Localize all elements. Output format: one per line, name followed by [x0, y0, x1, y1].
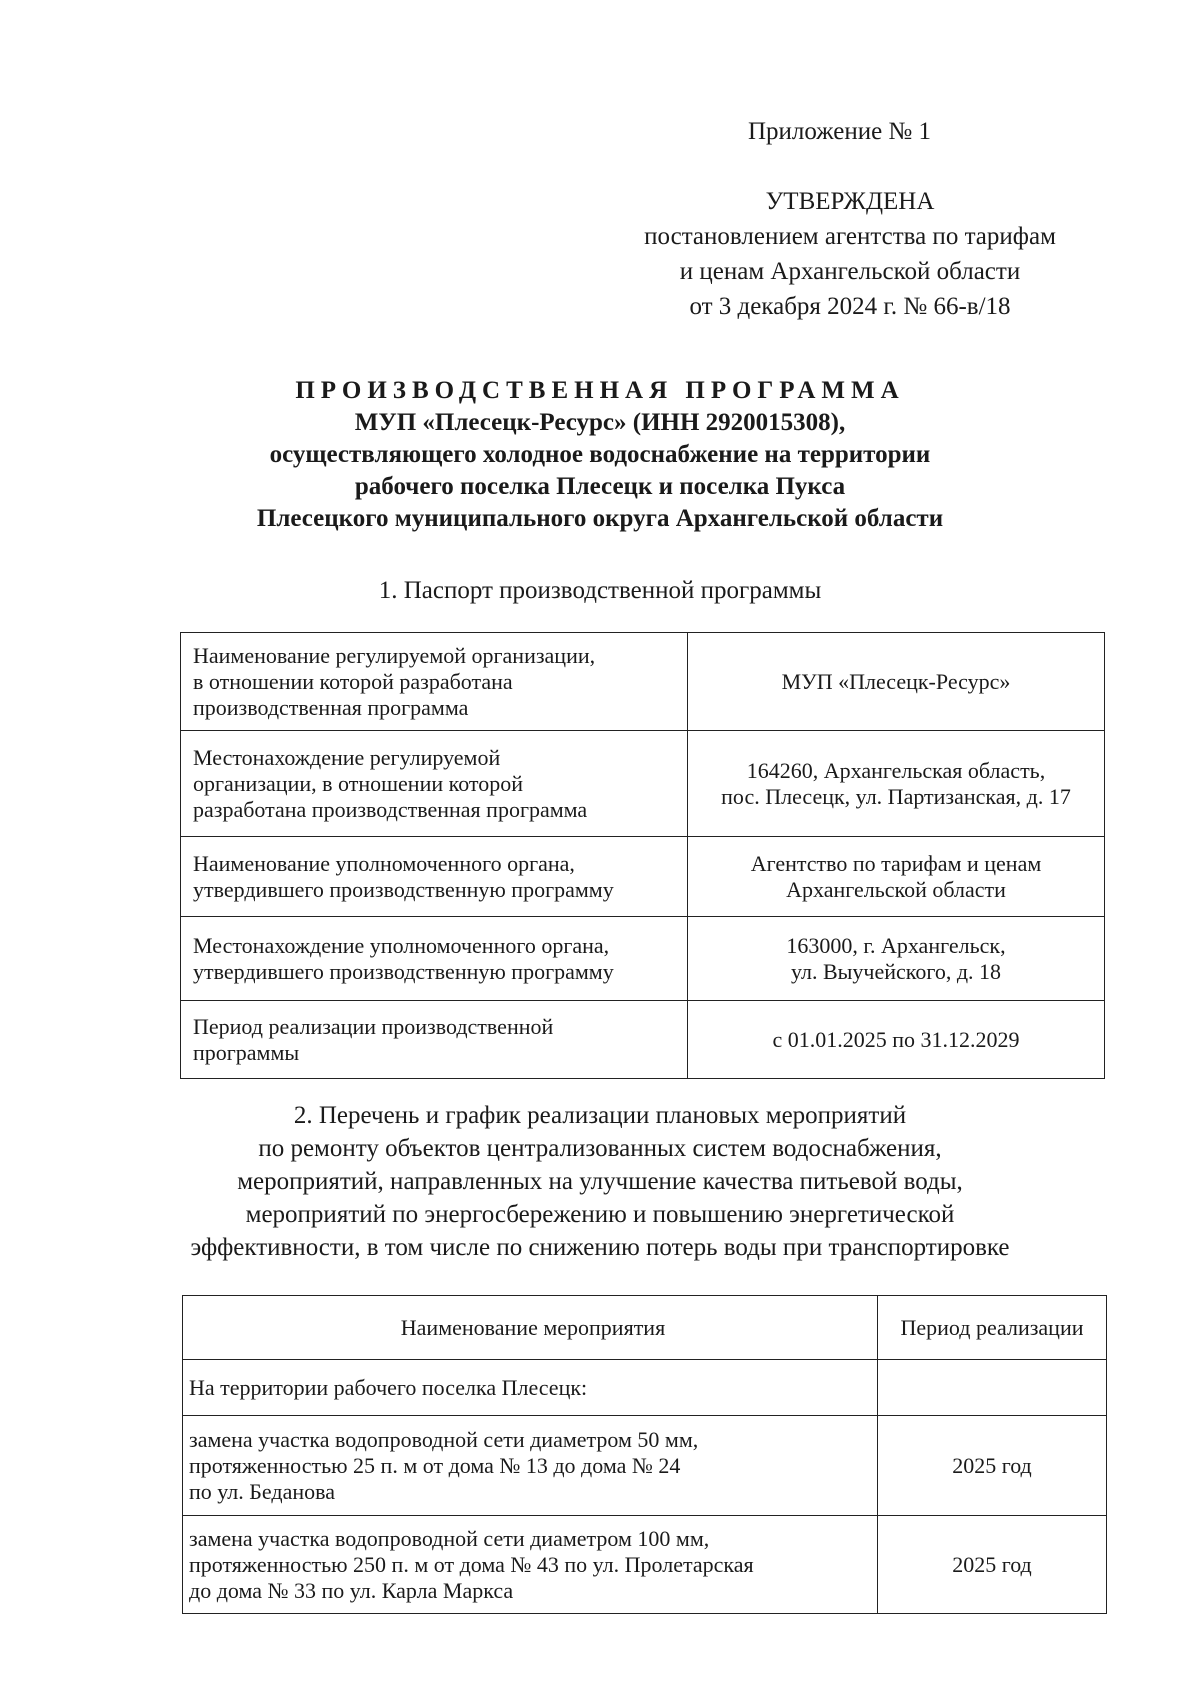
activity-name — [183, 1360, 878, 1416]
cell-line: Местонахождение уполномоченного органа, — [193, 932, 610, 958]
cell-line: Агентство по тарифам и ценам — [750, 850, 1042, 876]
passport-value — [688, 1001, 1105, 1079]
passport-value — [688, 917, 1105, 1001]
table-row — [183, 1360, 1107, 1416]
activity-period — [878, 1360, 1107, 1416]
cell-line: в отношении которой разработана — [193, 668, 513, 694]
annex-number: Приложение № 1 — [748, 118, 932, 145]
passport-value — [688, 633, 1105, 731]
activity-name — [183, 1516, 878, 1614]
column-header-period: Период реализации — [878, 1296, 1107, 1360]
passport-label — [181, 633, 688, 731]
cell-line: утвердившего производственную программу — [193, 958, 614, 984]
cell-line: замена участка водопроводной сети диаметром 50 мм, — [189, 1426, 699, 1452]
passport-label — [181, 917, 688, 1001]
cell-line: замена участка водопроводной сети диаметром 100 мм, — [189, 1525, 710, 1551]
passport-value — [688, 837, 1105, 917]
title-line: Плесецкого муниципального округа Архангельской области — [256, 505, 944, 532]
heading-line: 2. Перечень и график реализации плановых мероприятий — [293, 1102, 907, 1129]
passport-label — [181, 1001, 688, 1079]
cell-line: Наименование регулируемой организации, — [193, 642, 596, 668]
cell-line: На территории рабочего поселка Плесецк: — [189, 1374, 588, 1400]
cell-line: протяженностью 250 п. м от дома № 43 по ул. Пролетарская — [189, 1551, 754, 1577]
approval-block — [600, 184, 1100, 324]
approval-line: постановлением агентства по тарифам — [644, 223, 1056, 250]
passport-label — [181, 837, 688, 917]
cell-line: МУП «Плесецк-Ресурс» — [781, 668, 1011, 694]
table-row — [181, 633, 1105, 731]
activity-name — [183, 1416, 878, 1516]
title-heading: ПРОИЗВОДСТВЕННАЯ ПРОГРАММА — [295, 377, 905, 404]
passport-label — [181, 731, 688, 837]
heading-line: мероприятий по энергосбережению и повышению энергетической — [245, 1201, 955, 1228]
table-row — [181, 731, 1105, 837]
approval-line: от 3 декабря 2024 г. № 66-в/18 — [689, 293, 1011, 320]
cell-line: 163000, г. Архангельск, — [786, 932, 1006, 958]
table-row — [181, 837, 1105, 917]
table-header-row — [183, 1296, 1107, 1360]
cell-line: программы — [193, 1039, 300, 1065]
activities-table — [182, 1295, 1107, 1614]
table-row — [183, 1516, 1107, 1614]
cell-line: утвердившего производственную программу — [193, 876, 614, 902]
cell-line: организации, в отношении которой — [193, 770, 523, 796]
cell-line: по ул. Беданова — [189, 1478, 335, 1504]
cell-line: Наименование уполномоченного органа, — [193, 850, 575, 876]
passport-table — [180, 632, 1105, 1079]
heading-line: мероприятий, направленных на улучшение качества питьевой воды, — [237, 1168, 963, 1195]
cell-line: пос. Плесецк, ул. Партизанская, д. 17 — [721, 783, 1071, 809]
cell-line: до дома № 33 по ул. Карла Маркса — [189, 1577, 514, 1603]
heading-line: эффективности, в том числе по снижению потерь воды при транспортировке — [190, 1234, 1010, 1261]
document-title — [160, 375, 1040, 535]
title-line: МУП «Плесецк-Ресурс» (ИНН 2920015308), — [354, 409, 846, 436]
cell-line: Архангельской области — [786, 876, 1006, 902]
title-line: осуществляющего холодное водоснабжение на территории — [269, 441, 931, 468]
heading-line: по ремонту объектов централизованных систем водоснабжения, — [258, 1135, 942, 1162]
column-header-name: Наименование мероприятия — [183, 1296, 878, 1360]
cell-line: производственная программа — [193, 694, 469, 720]
cell-line: протяженностью 25 п. м от дома № 13 до дома № 24 — [189, 1452, 681, 1478]
section2-heading — [150, 1099, 1050, 1264]
cell-line: ул. Выучейского, д. 18 — [790, 958, 1002, 984]
title-line: рабочего поселка Плесецк и поселка Пукса — [354, 473, 846, 500]
activity-period: 2025 год — [878, 1516, 1107, 1614]
activity-period: 2025 год — [878, 1416, 1107, 1516]
cell-line: разработана производственная программа — [193, 796, 588, 822]
table-row — [181, 917, 1105, 1001]
approval-line: и ценам Архангельской области — [679, 258, 1021, 285]
cell-line: с 01.01.2025 по 31.12.2029 — [772, 1026, 1020, 1052]
passport-value — [688, 731, 1105, 837]
table-row — [183, 1416, 1107, 1516]
section1-heading: 1. Паспорт производственной программы — [378, 577, 822, 604]
table-row — [181, 1001, 1105, 1079]
cell-line: Период реализации производственной — [193, 1013, 554, 1039]
cell-line: Местонахождение регулируемой — [193, 744, 501, 770]
cell-line: 164260, Архангельская область, — [746, 757, 1046, 783]
approval-line: УТВЕРЖДЕНА — [765, 188, 935, 215]
